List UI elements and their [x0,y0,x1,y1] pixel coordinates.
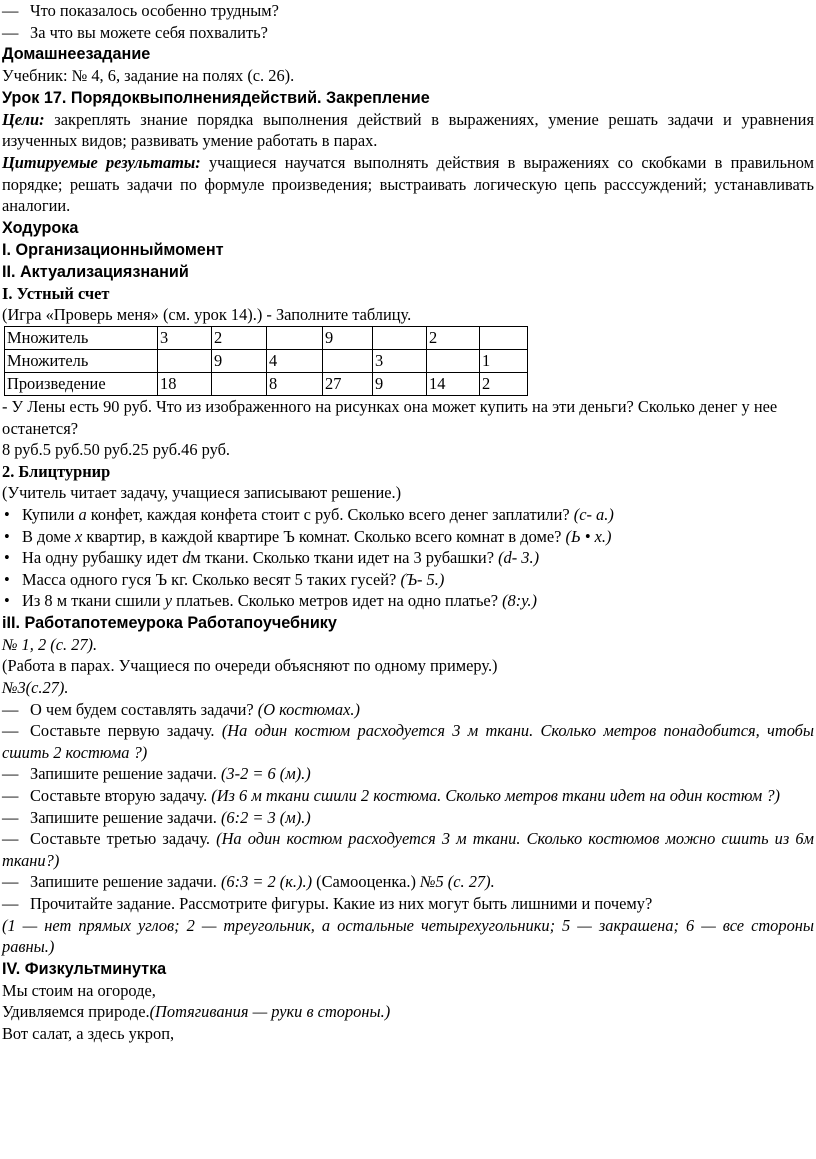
table-cell: 2 [480,372,528,395]
table-cell: Множитель [5,349,158,372]
poem-line: Удивляемся природе.(Потягивания — руки в стороны.) [2,1002,391,1022]
table-cell: 27 [323,372,373,395]
table-cell: 14 [427,372,480,395]
stage-4-heading: IV. Физкультминутка [2,959,167,978]
bullet-icon: • [4,504,10,524]
dialogue-line: — Составьте вторую задачу. (Из 6 м ткани сшили 2 костюма. Сколько метров ткани идет на один костюм ?) [2,786,780,806]
multiplication-table [4,326,528,396]
money-question: - У Лены есть 90 руб. Что из изображенного на рисунках она может купить на эти деньги? Сколько денег у нее останется? [2,396,778,438]
list-item: • Купили а конфет, каждая конфета стоит с руб. Сколько всего денег заплатили? (с- а.) [4,504,614,524]
dialogue-line: — Запишите решение задачи. (6:2 = 3 (м).) [2,807,311,827]
table-cell [267,326,323,349]
reflection-question-2: — За что вы можете себя похвалить? [2,22,268,42]
table-cell [158,349,212,372]
table-cell [427,349,480,372]
poem-line: Вот салат, а здесь укроп, [2,1023,175,1043]
game-instruction: (Игра «Проверь меня» (см. урок 14).) - Заполните таблицу. [2,305,412,325]
bullet-icon: • [4,569,10,589]
lesson-title: Урок 17. Порядоквыполнениядействий. Закрепление [2,88,430,107]
table-cell: 8 [267,372,323,395]
reflection-question-1: — Что показалось особенно трудным? [2,1,279,20]
dialogue-line: — Составьте третью задачу. (На один костюм расходуется 3 м ткани. Сколько костюмов можно сшить из 6м ткани?) [2,829,814,870]
figures-answer: (1 — нет прямых углов; 2 — треугольник, а остальные четырехугольники; 5 — закрашена; 6 — все стороны равны.) [2,915,814,957]
stage-2-heading: II. Актуализациязнаний [2,262,189,281]
table-cell: 9 [373,372,427,395]
list-item: • На одну рубашку идет dм ткани. Сколько ткани идет на 3 рубашки? (d- 3.) [4,548,540,568]
stage-1-heading: I. Организационныймомент [2,240,224,259]
table-cell: 9 [212,349,267,372]
table-cell: Произведение [5,372,158,395]
table-cell [373,326,427,349]
table-cell: 3 [373,349,427,372]
table-row [5,372,528,395]
table-cell: 2 [212,326,267,349]
dialogue-line: — О чем будем составлять задачи? (О костюмах.) [2,699,360,719]
dialogue-line: — Запишите решение задачи. (6:3 = 2 (к.).) (Самооценка.) №5 (с. 27). [2,872,495,892]
bullet-icon: • [4,526,10,546]
lesson-results: Цитируемые результаты: учащиеся научатся выполнять действия в выражениях со скобками в правильном порядке; решать задачи по формуле произведения; выстраивать логическую цепь расссуждений; устанавливать аналогии. [2,152,815,216]
dialogue-line: — Прочитайте задание. Рассмотрите фигуры. Какие из них могут быть лишними и почему? [2,894,653,913]
lesson-goals: Цели: закреплять знание порядка выполнения действий в выражениях, умение решать задачи и уравнения изученных видов; развивать умение работать в парах. [2,109,814,151]
goals-label: Цели: [2,109,45,129]
table-cell [323,349,373,372]
table-row [5,349,528,372]
dialogue-line: — Запишите решение задачи. (3-2 = 6 (м).) [2,764,311,784]
table-cell: 1 [480,349,528,372]
stage-3-heading: iII. Работапотемеурока Работапоучебнику [2,613,337,632]
results-label: Цитируемые результаты: [2,152,201,172]
bullet-icon: • [4,591,10,611]
textbook-ref-2: №3(с.27). [2,678,69,698]
oral-count-heading: I. Устный счет [2,283,110,303]
blitz-intro: (Учитель читает задачу, учащиеся записывают решение.) [2,483,402,503]
list-item: • Из 8 м ткани сшили у платьев. Сколько метров идет на одно платье? (8:у.) [4,591,537,611]
table-cell: 2 [427,326,480,349]
list-item: • Масса одного гуся Ъ кг. Сколько весят 5 таких гусей? (Ъ- 5.) [4,569,445,589]
homework-heading: Домашнеезадание [2,45,151,64]
pairs-work-note: (Работа в парах. Учащиеся по очереди объясняют по одному примеру.) [2,656,498,676]
list-item: • В доме х квартир, в каждой квартире Ъ комнат. Сколько всего комнат в доме? (Ь • х.) [4,526,612,546]
table-row [5,326,528,349]
blitz-heading: 2. Блицтурнир [2,461,111,481]
table-cell [480,326,528,349]
table-cell: 3 [158,326,212,349]
prices-line: 8 руб.5 руб.50 руб.25 руб.46 руб. [2,440,231,460]
table-cell: 18 [158,372,212,395]
textbook-ref-1: № 1, 2 (с. 27). [2,634,98,654]
blitz-list [2,504,814,612]
table-cell [212,372,267,395]
homework-text: Учебник: № 4, 6, задание на полях (с. 26). [2,66,295,86]
dialogue-line: — Составьте первую задачу. (На один костюм расходуется 3 м ткани. Сколько метров понадобится, чтобы сшить 2 костюма ?) [2,721,815,762]
table-cell: 9 [323,326,373,349]
bullet-icon: • [4,548,10,568]
course-heading: Ходурока [2,218,79,237]
table-cell: Множитель [5,326,158,349]
poem-line: Мы стоим на огороде, [2,980,156,1000]
table-cell: 4 [267,349,323,372]
